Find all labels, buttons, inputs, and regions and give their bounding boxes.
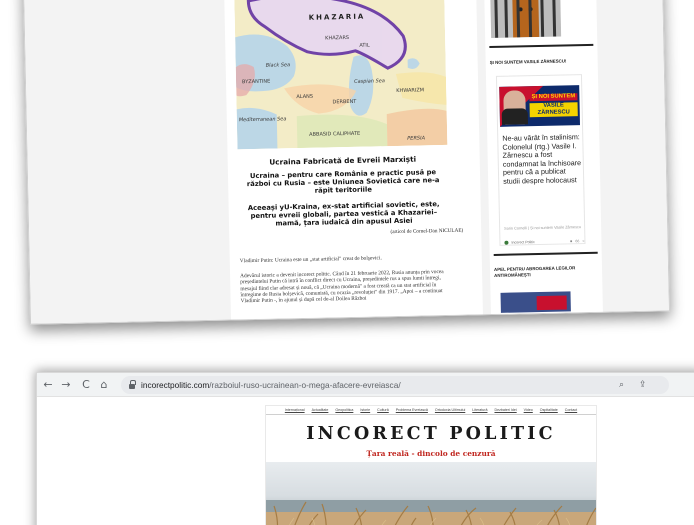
map-label-byzantine: BYZANTINE bbox=[241, 78, 271, 86]
author-avatar-icon bbox=[504, 241, 508, 245]
menu-item-international[interactable]: Internațional bbox=[284, 408, 305, 412]
menu-item-istorie[interactable]: Istorie bbox=[360, 408, 371, 412]
menu-item-ospitalitate[interactable]: Ospitalitate bbox=[539, 408, 558, 412]
map-label-derbent: DERBENT bbox=[332, 98, 357, 106]
article-paragraph-1: Vladimir Putin: Ucraina este un „stat artificial" creat de bolşevici. bbox=[239, 255, 382, 265]
menu-item-problema-evreiasca[interactable]: Problema Evreiască bbox=[395, 408, 428, 412]
back-icon[interactable]: ← bbox=[43, 378, 53, 391]
map-label-khwarizm: KHWARIZM bbox=[396, 87, 425, 94]
site-logo[interactable]: INCORECT POLITIC bbox=[306, 424, 556, 444]
zoom-icon[interactable]: ⌕ bbox=[619, 380, 625, 390]
sidebar bbox=[483, 0, 603, 316]
menu-item-contact[interactable]: Contact bbox=[564, 408, 578, 412]
map-label-khazaria: KHAZARIA bbox=[308, 12, 366, 22]
website-viewport bbox=[37, 397, 694, 525]
apel-thumbnail-image[interactable] bbox=[501, 291, 571, 312]
site-container bbox=[265, 405, 597, 525]
map-label-caspian-sea: Caspian Sea bbox=[353, 78, 385, 85]
banner-text-1: ȘI NOI SUNTEM bbox=[529, 93, 577, 101]
share-icon[interactable]: < bbox=[582, 239, 585, 244]
post-title-link[interactable]: Ne-au vârât în stalinism: Colonelul (rtg.) Vasile I. Zărnescu a fost condamnat la închisoare pentru că a publicat studii despre holocaust bbox=[502, 132, 582, 186]
post-actions bbox=[570, 239, 584, 243]
prison-bars-image[interactable] bbox=[490, 0, 561, 38]
article-screenshot bbox=[22, 0, 670, 325]
sidebar-post-card[interactable] bbox=[496, 74, 586, 246]
menu-item-literatura[interactable]: Literatură bbox=[472, 408, 488, 412]
article-paragraph-2: Adevărul istoric a devenit incorect politic. Când în 21 februarie 2022, Rusia anunța prin vocea președintelui Putin că intră în conflict direct cu Ucraina, președintele rus a spus lumii întregi, mesajul fiind clar adresat și nouă, că „Ucraina modernă" a fost creată ca un stat artificial în întregime de Rusia bolșevică, comunistă, cu ocazia „revoluției" din 1917. „Apoi – a continuat Vladimir Putin -, în ajunul și după cel de-al Doilea Război bbox=[240, 269, 444, 305]
header-beach-image bbox=[266, 462, 596, 525]
sidebar-divider-2 bbox=[494, 252, 598, 256]
sidebar-section-title-1: ȘI NOI SUNTEM VASILE ZĂRNESCU! bbox=[489, 58, 567, 66]
browser-screenshot bbox=[36, 372, 694, 525]
lock-icon[interactable] bbox=[129, 380, 135, 389]
map-label-mediterranean: Mediterranean Sea bbox=[238, 116, 287, 124]
door-shape bbox=[512, 0, 539, 38]
menu-item-dezbateri[interactable]: Dezbateri Idei bbox=[494, 408, 517, 412]
caption-subtitle: Ucraina – pentru care România e practic pusă pe război cu Rusia – este Uniunea Sovietică care ne-a răpit teritoriile bbox=[246, 168, 440, 195]
post-author[interactable]: Incorect Politic bbox=[511, 240, 535, 245]
sidebar-divider-1 bbox=[489, 44, 593, 48]
portrait-image bbox=[503, 90, 526, 124]
article-column bbox=[223, 0, 483, 321]
khazaria-map bbox=[234, 0, 447, 149]
menu-item-ortodoxia[interactable]: Ortodoxia Ultimului bbox=[434, 408, 466, 412]
menu-item-video[interactable]: Video bbox=[523, 408, 533, 412]
banner-text-2: VASILE ZĂRNESCU bbox=[530, 102, 578, 117]
comment-count: 66 bbox=[575, 239, 580, 244]
address-bar[interactable] bbox=[121, 376, 669, 394]
map-label-abbasid: ABBASID CALIPHATE bbox=[309, 130, 361, 138]
map-label-black-sea: Black Sea bbox=[265, 62, 291, 69]
post-footer bbox=[504, 239, 584, 245]
menu-item-geopolitica[interactable]: Geopolitica bbox=[335, 408, 354, 412]
menu-item-cultura[interactable]: Cultură bbox=[377, 408, 389, 412]
menu-item-actualitate[interactable]: Actualitate bbox=[311, 408, 329, 412]
caption-title: Ucraina Fabricată de Evreii Marxiști bbox=[269, 154, 417, 167]
prison-bars-graphic bbox=[490, 0, 561, 38]
sidebar-section-title-2: APEL PENTRU ABROGAREA LEGILOR ANTIROMÂNEȘTI bbox=[493, 265, 576, 278]
caption-subtitle-2: Aceeași yU-Kraina, ex-stat artificial sovietic, este, pentru evreii globali, partea vestică a Khazariei–mamă, țara iudaică din apusul Asiei bbox=[247, 200, 440, 228]
url-text[interactable] bbox=[141, 379, 401, 391]
beach-grass-graphic bbox=[266, 462, 596, 525]
forward-icon[interactable]: → bbox=[61, 378, 71, 391]
home-icon[interactable]: ⌂ bbox=[100, 378, 108, 391]
url-domain: incorectpolitic.com bbox=[141, 380, 210, 390]
site-tagline: Țara reală - dincolo de cenzură bbox=[366, 449, 496, 458]
map-label-atil: ATIL bbox=[359, 42, 370, 49]
url-path: /razboiul-ruso-ucrainean-o-mega-afacere-evreiasca/ bbox=[209, 380, 401, 390]
post-meta[interactable]: Sorin Cornelli | Și noi suntem Vasile Zărnescu bbox=[504, 225, 582, 231]
map-label-alans: ALANS bbox=[296, 93, 314, 101]
mediterranean-shape bbox=[237, 107, 278, 149]
comment-icon[interactable]: ■ bbox=[570, 239, 573, 244]
map-graphic bbox=[234, 0, 447, 149]
map-label-khazars: KHAZARS bbox=[325, 34, 350, 42]
map-label-persia: PERSIA bbox=[407, 135, 426, 142]
top-menu bbox=[266, 407, 596, 415]
share-icon[interactable]: ⇪ bbox=[639, 380, 647, 390]
browser-toolbar bbox=[37, 373, 694, 397]
article-credit: (articol de Cornel-Dan NICULAE) bbox=[390, 227, 464, 236]
zarnescu-banner-image[interactable] bbox=[499, 85, 580, 127]
reload-icon[interactable]: C bbox=[82, 378, 90, 391]
